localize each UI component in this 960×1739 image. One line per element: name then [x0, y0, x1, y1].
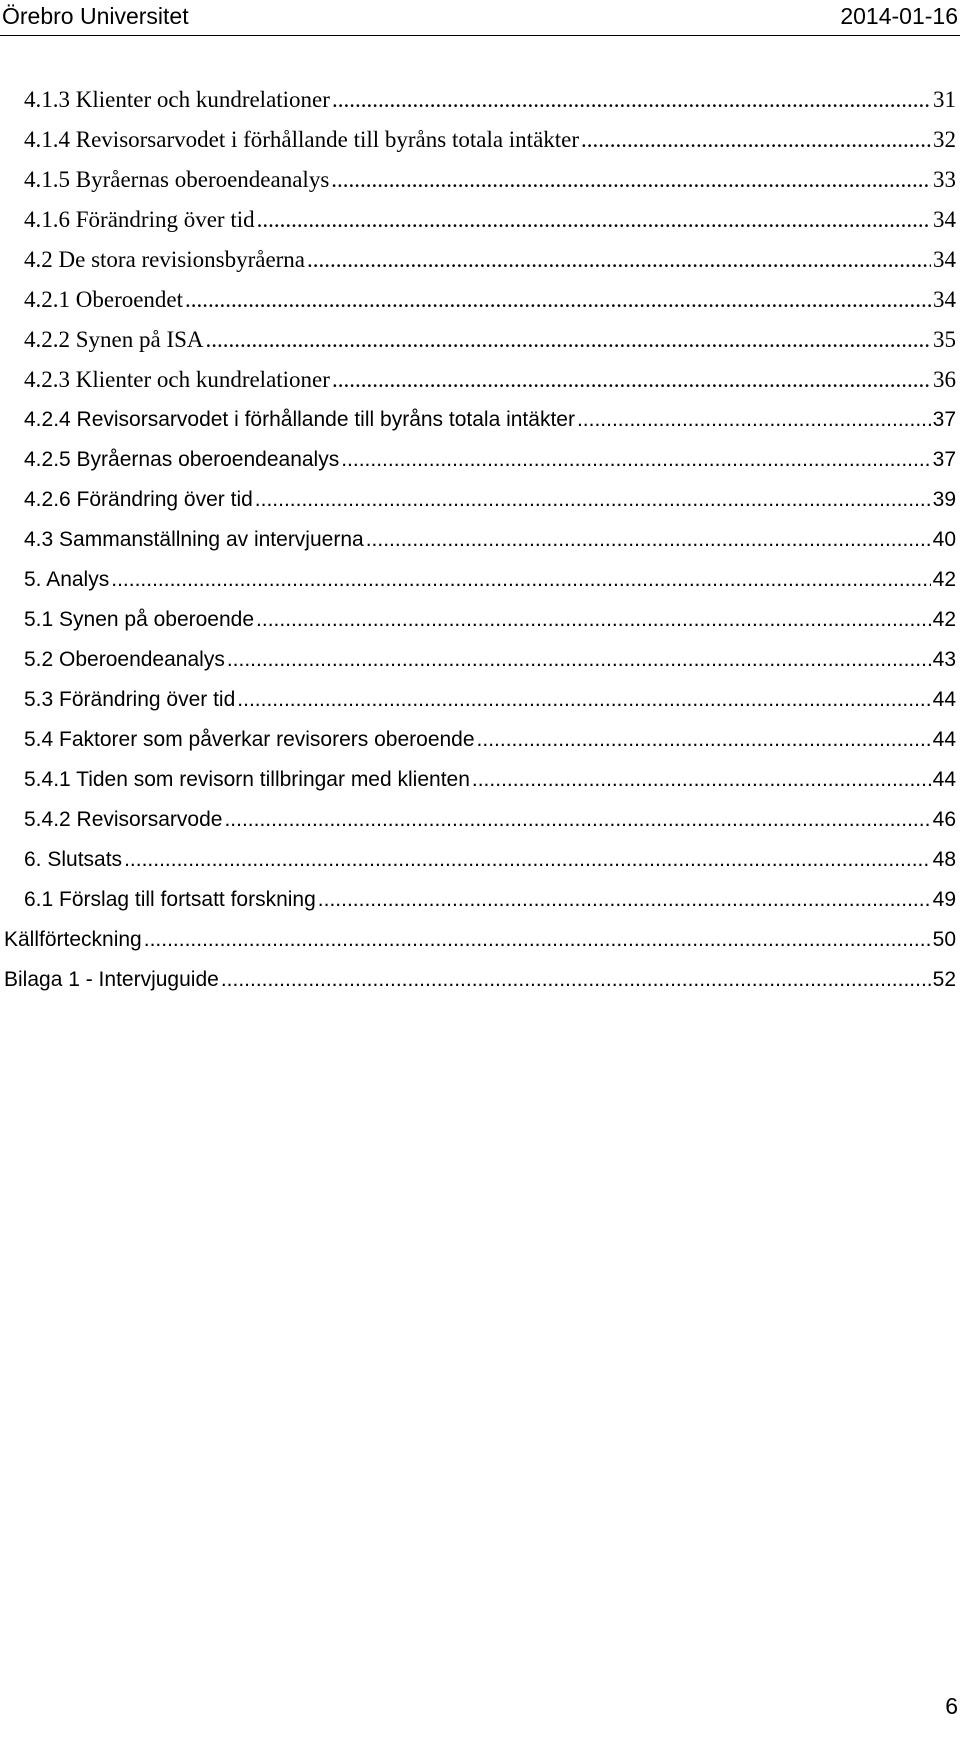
toc-entry-title: 4.2 De stora revisionsbyråerna — [24, 247, 306, 272]
toc-entry-title: 4.2.6 Förändring över tid — [24, 488, 253, 511]
toc-dot-leader — [255, 480, 931, 520]
toc-dot-leader — [221, 960, 931, 1000]
toc-dot-leader — [227, 640, 931, 680]
toc-entry-page: 49 — [932, 888, 956, 911]
toc-dot-leader — [581, 120, 931, 160]
toc-dot-leader — [307, 240, 931, 280]
toc-entry[interactable] — [24, 760, 956, 800]
toc-entry-page: 43 — [932, 648, 956, 671]
page-number: 6 — [945, 1693, 958, 1719]
toc-entry-title: 5.4 Faktorer som påverkar revisorers oberoende — [24, 728, 475, 751]
toc-entry[interactable] — [24, 400, 956, 440]
toc-entry[interactable] — [4, 920, 956, 960]
toc-entry-page: 44 — [932, 768, 956, 791]
toc-entry[interactable] — [24, 480, 956, 520]
toc-entry-title: 4.2.1 Oberoendet — [24, 287, 184, 312]
toc-entry[interactable] — [24, 840, 956, 880]
toc-dot-leader — [256, 600, 931, 640]
toc-entry-title: 4.1.4 Revisorsarvodet i förhållande till byråns totala intäkter — [24, 127, 580, 152]
toc-entry-page: 37 — [932, 408, 956, 431]
toc-entry[interactable] — [24, 720, 956, 760]
toc-entry-page: 50 — [932, 928, 956, 951]
toc-entry[interactable] — [24, 520, 956, 560]
toc-entry-title: 4.3 Sammanställning av intervjuerna — [24, 528, 364, 551]
toc-entry-page: 34 — [933, 287, 956, 312]
toc-entry-title: 4.2.4 Revisorsarvodet i förhållande till byråns totala intäkter — [24, 408, 575, 431]
toc-entry[interactable] — [4, 960, 956, 1000]
toc-entry-page: 35 — [933, 327, 956, 352]
toc-entry[interactable] — [24, 120, 956, 160]
toc-entry-title: 5.1 Synen på oberoende — [24, 608, 255, 631]
toc-entry-page: 34 — [933, 207, 956, 232]
toc-entry[interactable] — [24, 360, 956, 400]
toc-entry[interactable] — [24, 200, 956, 240]
toc-dot-leader — [472, 760, 931, 800]
toc-entry-page: 42 — [932, 568, 956, 591]
toc-entry-page: 46 — [932, 808, 956, 831]
toc-entry[interactable] — [24, 880, 956, 920]
toc-entry-title: 5.4.2 Revisorsarvode — [24, 808, 223, 831]
toc-dot-leader — [144, 920, 931, 960]
toc-entry[interactable] — [24, 600, 956, 640]
page-header — [0, 0, 960, 36]
toc-dot-leader — [185, 280, 931, 320]
toc-entry-title: 5.3 Förändring över tid — [24, 688, 236, 711]
toc-entry[interactable] — [24, 440, 956, 480]
toc-dot-leader — [332, 80, 931, 120]
toc-dot-leader — [318, 880, 931, 920]
toc-entry-page: 32 — [933, 127, 956, 152]
toc-entry-page: 37 — [932, 448, 956, 471]
toc-dot-leader — [124, 840, 931, 880]
toc-entry-title: 5.2 Oberoendeanalys — [24, 648, 225, 671]
toc-dot-leader — [237, 680, 930, 720]
toc-entry[interactable] — [24, 800, 956, 840]
toc-entry[interactable] — [24, 680, 956, 720]
toc-dot-leader — [257, 200, 931, 240]
toc-entry-page: 44 — [932, 688, 956, 711]
toc-dot-leader — [111, 560, 930, 600]
toc-dot-leader — [206, 320, 931, 360]
toc-entry[interactable] — [24, 560, 956, 600]
toc-entry-title: Bilaga 1 - Intervjuguide — [4, 968, 219, 991]
toc-dot-leader — [224, 800, 930, 840]
toc-dot-leader — [341, 440, 930, 480]
toc-entry[interactable] — [24, 160, 956, 200]
document-date: 2014-01-16 — [840, 3, 958, 29]
toc-dot-leader — [332, 360, 931, 400]
toc-entry-title: 4.2.2 Synen på ISA — [24, 327, 204, 352]
toc-entry-page: 31 — [933, 87, 956, 112]
toc-entry-title: 4.1.6 Förändring över tid — [24, 207, 255, 232]
toc-entry-page: 39 — [932, 488, 956, 511]
toc-entry-page: 52 — [932, 968, 956, 991]
toc-entry-title: 5.4.1 Tiden som revisorn tillbringar med klienten — [24, 768, 470, 791]
toc-entry[interactable] — [24, 320, 956, 360]
toc-dot-leader — [331, 160, 931, 200]
toc-entry[interactable] — [24, 80, 956, 120]
toc-entry-title: 6. Slutsats — [24, 848, 123, 871]
institution-name: Örebro Universitet — [2, 3, 189, 29]
toc-entry[interactable] — [24, 280, 956, 320]
toc-entry-page: 40 — [932, 528, 956, 551]
toc-dot-leader — [366, 520, 931, 560]
toc-entry-title: 4.2.3 Klienter och kundrelationer — [24, 367, 330, 392]
toc-entry-title: 6.1 Förslag till fortsatt forskning — [24, 888, 316, 911]
toc-entry-title: 4.1.3 Klienter och kundrelationer — [24, 87, 330, 112]
toc-entry-page: 33 — [933, 167, 956, 192]
toc-entry-page: 48 — [932, 848, 956, 871]
toc-entry-title: 5. Analys — [24, 568, 110, 591]
toc-entry-page: 42 — [932, 608, 956, 631]
toc-entry-page: 44 — [932, 728, 956, 751]
toc-entry-page: 36 — [933, 367, 956, 392]
toc-entry[interactable] — [24, 240, 956, 280]
toc-dot-leader — [577, 400, 931, 440]
toc-entry-page: 34 — [933, 247, 956, 272]
toc-dot-leader — [477, 720, 931, 760]
toc-entry-title: Källförteckning — [4, 928, 142, 951]
toc-entry[interactable] — [24, 640, 956, 680]
toc-entry-title: 4.2.5 Byråernas oberoendeanalys — [24, 448, 340, 471]
header-divider — [0, 35, 960, 36]
toc-entry-title: 4.1.5 Byråernas oberoendeanalys — [24, 167, 330, 192]
